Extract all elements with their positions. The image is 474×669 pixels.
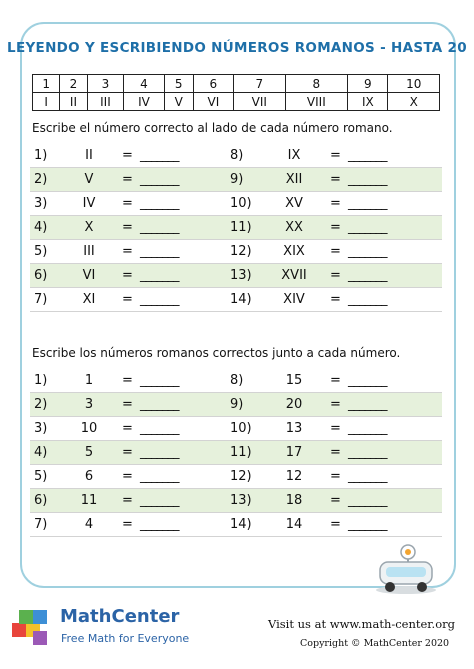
equals-sign: =: [122, 172, 133, 187]
answer-blank[interactable]: _______: [348, 517, 387, 532]
question-value: 5: [84, 445, 94, 460]
question-number: 4): [34, 220, 48, 235]
key-roman-cell: I: [33, 93, 60, 111]
equals-sign: =: [330, 397, 341, 412]
answer-blank[interactable]: _______: [348, 493, 387, 508]
answer-blank[interactable]: _______: [140, 517, 179, 532]
question-value: 1: [84, 373, 94, 388]
key-arabic-cell: 10: [388, 75, 440, 93]
question-value: IX: [287, 148, 301, 163]
question-value: XI: [82, 292, 96, 307]
question-value: XV: [285, 196, 303, 211]
exercise-row: [30, 489, 442, 513]
answer-blank[interactable]: _______: [348, 244, 387, 259]
question-value: 10: [80, 421, 98, 436]
equals-sign: =: [122, 517, 133, 532]
exercise-row: [30, 240, 442, 264]
question-number: 2): [34, 397, 48, 412]
question-number: 6): [34, 493, 48, 508]
equals-sign: =: [330, 493, 341, 508]
section1-instruction: Escribe el número correcto al lado de cada número romano.: [32, 121, 393, 135]
question-value: 3: [84, 397, 94, 412]
key-arabic-cell: 1: [33, 75, 60, 93]
key-roman-cell: VIII: [285, 93, 348, 111]
question-number: 10): [230, 196, 252, 211]
question-number: 13): [230, 268, 252, 283]
answer-blank[interactable]: _______: [348, 292, 387, 307]
answer-blank[interactable]: _______: [348, 397, 387, 412]
exercise-row: [30, 264, 442, 288]
equals-sign: =: [122, 244, 133, 259]
answer-blank[interactable]: _______: [140, 244, 179, 259]
equals-sign: =: [122, 445, 133, 460]
copyright-text: Copyright © MathCenter 2020: [300, 638, 450, 649]
answer-blank[interactable]: _______: [348, 445, 387, 460]
robot-mascot-icon: [366, 540, 446, 600]
equals-sign: =: [330, 172, 341, 187]
answer-blank[interactable]: _______: [140, 469, 179, 484]
key-roman-cell: III: [87, 93, 124, 111]
question-number: 10): [230, 421, 252, 436]
logo-blocks-icon: [10, 607, 50, 647]
key-roman-cell: VII: [234, 93, 285, 111]
key-arabic-cell: 9: [348, 75, 388, 93]
answer-blank[interactable]: _______: [140, 373, 179, 388]
equals-sign: =: [330, 148, 341, 163]
answer-blank[interactable]: _______: [140, 172, 179, 187]
key-roman-row: [33, 93, 440, 111]
exercise-row: [30, 192, 442, 216]
question-value: 18: [285, 493, 303, 508]
answer-blank[interactable]: _______: [348, 148, 387, 163]
key-arabic-cell: 8: [285, 75, 348, 93]
equals-sign: =: [122, 373, 133, 388]
section2-rows: [30, 369, 442, 537]
exercise-row: [30, 144, 442, 168]
question-number: 8): [230, 148, 244, 163]
equals-sign: =: [122, 493, 133, 508]
equals-sign: =: [330, 445, 341, 460]
equals-sign: =: [330, 373, 341, 388]
key-arabic-cell: 2: [60, 75, 87, 93]
equals-sign: =: [122, 292, 133, 307]
exercise-row: [30, 513, 442, 537]
answer-blank[interactable]: _______: [140, 196, 179, 211]
equals-sign: =: [122, 196, 133, 211]
answer-blank[interactable]: _______: [140, 397, 179, 412]
answer-blank[interactable]: _______: [140, 493, 179, 508]
question-number: 12): [230, 469, 252, 484]
key-arabic-cell: 7: [234, 75, 285, 93]
exercise-row: [30, 441, 442, 465]
question-value: 13: [285, 421, 303, 436]
question-value: XVII: [281, 268, 307, 283]
question-number: 14): [230, 517, 252, 532]
question-value: II: [85, 148, 93, 163]
question-number: 2): [34, 172, 48, 187]
question-value: XIV: [283, 292, 305, 307]
question-value: 17: [285, 445, 303, 460]
equals-sign: =: [330, 469, 341, 484]
key-arabic-cell: 3: [87, 75, 124, 93]
answer-blank[interactable]: _______: [348, 373, 387, 388]
exercise-row: [30, 168, 442, 192]
question-value: 12: [285, 469, 303, 484]
question-number: 1): [34, 373, 48, 388]
answer-blank[interactable]: _______: [348, 268, 387, 283]
question-value: 11: [80, 493, 98, 508]
equals-sign: =: [122, 397, 133, 412]
answer-blank[interactable]: _______: [348, 172, 387, 187]
question-number: 9): [230, 172, 244, 187]
section1-rows: [30, 144, 442, 312]
answer-blank[interactable]: _______: [140, 445, 179, 460]
question-number: 3): [34, 421, 48, 436]
equals-sign: =: [122, 220, 133, 235]
answer-blank[interactable]: _______: [140, 421, 179, 436]
key-arabic-row: [33, 75, 440, 93]
question-number: 3): [34, 196, 48, 211]
key-roman-cell: IV: [124, 93, 164, 111]
question-value: 20: [285, 397, 303, 412]
question-number: 5): [34, 469, 48, 484]
equals-sign: =: [330, 292, 341, 307]
answer-blank[interactable]: _______: [140, 268, 179, 283]
question-number: 5): [34, 244, 48, 259]
question-number: 14): [230, 292, 252, 307]
equals-sign: =: [330, 421, 341, 436]
equals-sign: =: [122, 469, 133, 484]
visit-link[interactable]: Visit us at www.math-center.org: [268, 617, 455, 631]
question-number: 4): [34, 445, 48, 460]
key-roman-cell: II: [60, 93, 87, 111]
equals-sign: =: [330, 268, 341, 283]
question-value: XIX: [283, 244, 305, 259]
question-value: V: [84, 172, 94, 187]
answer-blank[interactable]: _______: [348, 196, 387, 211]
answer-blank[interactable]: _______: [348, 469, 387, 484]
equals-sign: =: [330, 244, 341, 259]
key-arabic-cell: 4: [124, 75, 164, 93]
question-number: 7): [34, 292, 48, 307]
question-value: VI: [82, 268, 96, 283]
answer-blank[interactable]: _______: [348, 421, 387, 436]
question-number: 11): [230, 445, 252, 460]
roman-key-table: [32, 74, 440, 111]
key-roman-cell: X: [388, 93, 440, 111]
equals-sign: =: [330, 517, 341, 532]
answer-blank[interactable]: _______: [140, 220, 179, 235]
question-value: 15: [285, 373, 303, 388]
question-value: X: [84, 220, 94, 235]
question-value: 6: [84, 469, 94, 484]
key-roman-cell: VI: [193, 93, 233, 111]
answer-blank[interactable]: _______: [140, 292, 179, 307]
question-number: 13): [230, 493, 252, 508]
question-number: 9): [230, 397, 244, 412]
equals-sign: =: [330, 220, 341, 235]
question-number: 11): [230, 220, 252, 235]
exercise-row: [30, 465, 442, 489]
question-number: 1): [34, 148, 48, 163]
answer-blank[interactable]: _______: [348, 220, 387, 235]
question-number: 6): [34, 268, 48, 283]
question-number: 12): [230, 244, 252, 259]
exercise-row: [30, 216, 442, 240]
key-arabic-cell: 5: [164, 75, 193, 93]
question-value: IV: [82, 196, 96, 211]
key-arabic-cell: 6: [193, 75, 233, 93]
exercise-row: [30, 369, 442, 393]
exercise-row: [30, 393, 442, 417]
section2-instruction: Escribe los números romanos correctos junto a cada número.: [32, 346, 401, 360]
question-number: 7): [34, 517, 48, 532]
worksheet-title: LEYENDO Y ESCRIBIENDO NÚMEROS ROMANOS - HASTA 20: [7, 40, 467, 56]
key-roman-cell: IX: [348, 93, 388, 111]
brand-tagline: Free Math for Everyone: [61, 632, 190, 645]
brand-name: MathCenter: [60, 606, 180, 627]
exercise-row: [30, 417, 442, 441]
equals-sign: =: [122, 268, 133, 283]
question-value: 4: [84, 517, 94, 532]
exercise-row: [30, 288, 442, 312]
equals-sign: =: [330, 196, 341, 211]
question-value: XX: [285, 220, 303, 235]
answer-blank[interactable]: _______: [140, 148, 179, 163]
question-value: 14: [285, 517, 303, 532]
key-roman-cell: V: [164, 93, 193, 111]
question-value: III: [83, 244, 95, 259]
question-number: 8): [230, 373, 244, 388]
question-value: XII: [285, 172, 303, 187]
equals-sign: =: [122, 421, 133, 436]
equals-sign: =: [122, 148, 133, 163]
